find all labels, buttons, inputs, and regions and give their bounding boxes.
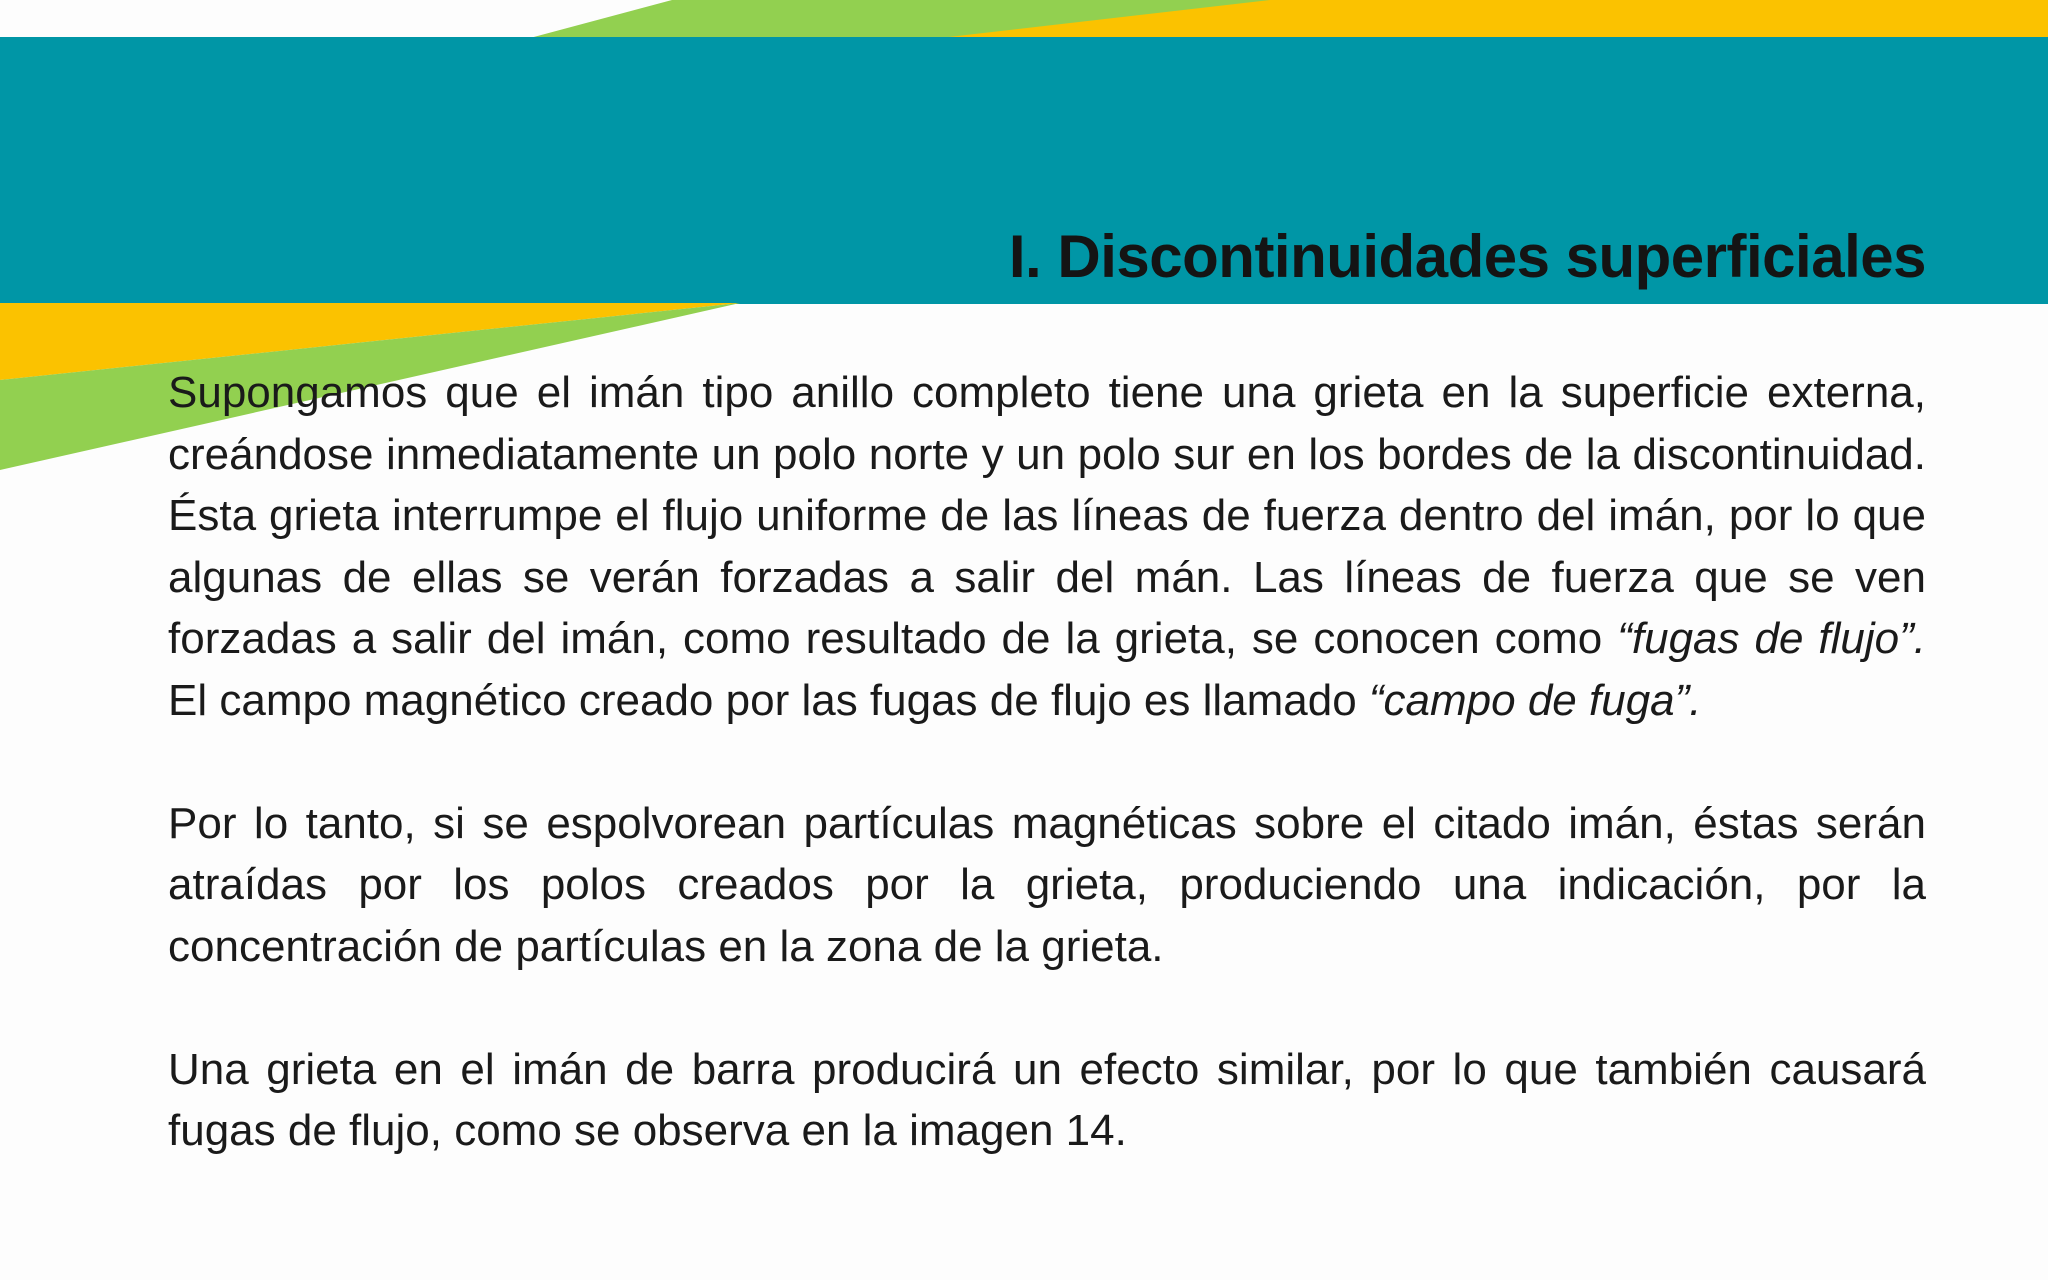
paragraph-1-text: Supongamos que el imán tipo anillo completo tiene una grieta en la superficie externa, creándose inmediatamente un polo norte y un polo sur en los bordes de la discontinuidad. Ésta grieta interrumpe el flujo uniforme de las líneas de fuerza dentro del imán, por lo que algunas de ellas se verán forzadas a salir del mán. Las líneas de fuerza que se ven forzadas a salir del imán, como resultado de la grieta, se conocen como [168,368,1926,663]
paragraph-1 [168,362,1926,731]
paragraph-1-continuation: El campo magnético creado por las fugas de flujo es llamado [168,675,1369,725]
term-fugas-de-flujo: “fugas de flujo”. [1617,614,1926,663]
paragraph-3: Una grieta en el imán de barra producirá un efecto similar, por lo que también causará fugas de flujo, como se observa en la imagen 14. [168,1044,1926,1155]
term-campo-de-fuga: “campo de fuga”. [1368,675,1702,725]
slide-title: I. Discontinuidades superficiales [1008,223,1926,290]
slide-body [168,362,1926,1162]
paragraph-2: Por lo tanto, si se espolvorean partículas magnéticas sobre el citado imán, éstas serán atraídas por los polos creados por la grieta, produciendo una indicación, por la concentración de partículas en la zona de la grieta. [168,798,1926,971]
